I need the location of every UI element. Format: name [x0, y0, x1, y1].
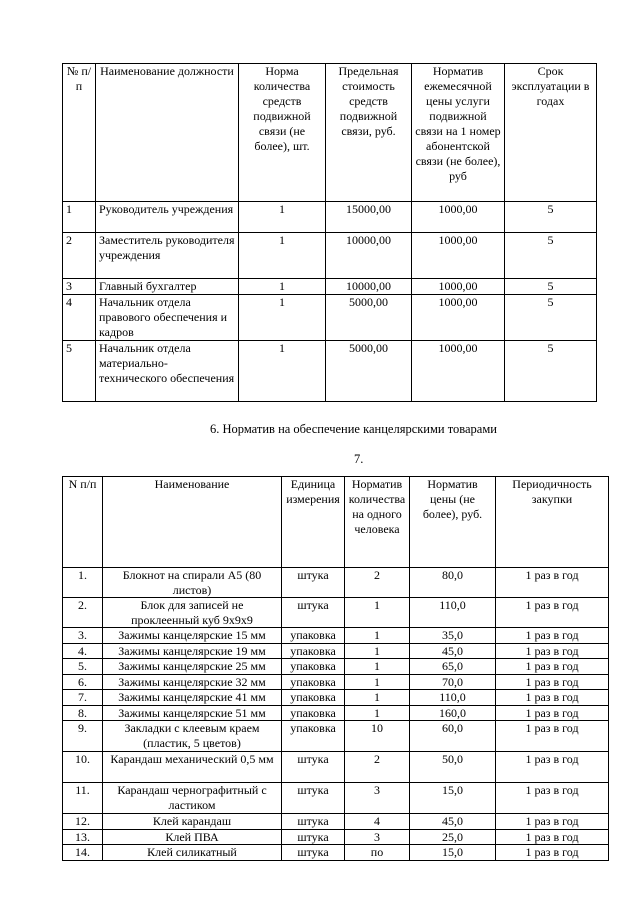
- header-num: N п/п: [63, 477, 103, 568]
- row-qty: 1: [345, 659, 410, 675]
- row-term: 5: [505, 279, 597, 295]
- row-price: 15,0: [410, 845, 496, 861]
- row-qty: 3: [345, 783, 410, 814]
- stationery-norms-table: [62, 476, 609, 861]
- row-period: 1 раз в год: [496, 752, 609, 783]
- row-price: 160,0: [410, 705, 496, 721]
- header-purchase-frequency: Периодичность закупки: [496, 477, 609, 568]
- row-period: 1 раз в год: [496, 705, 609, 721]
- row-price: 60,0: [410, 721, 496, 752]
- row-item-name: Зажимы канцелярские 32 мм: [103, 674, 282, 690]
- row-num: 10.: [63, 752, 103, 783]
- row-num: 4.: [63, 643, 103, 659]
- row-period: 1 раз в год: [496, 721, 609, 752]
- row-position: Заместитель руководителя учреждения: [96, 233, 239, 279]
- row-item-name: Блок для записей не проклеенный куб 9х9х9: [103, 598, 282, 628]
- row-position: Главный бухгалтер: [96, 279, 239, 295]
- row-num: 1.: [63, 568, 103, 598]
- table-row: [63, 752, 609, 783]
- row-cost: 10000,00: [326, 279, 412, 295]
- row-period: 1 раз в год: [496, 845, 609, 861]
- row-num: 14.: [63, 845, 103, 861]
- header-num: № п/п: [63, 64, 96, 202]
- row-term: 5: [505, 202, 597, 233]
- header-item-name: Наименование: [103, 477, 282, 568]
- header-position: Наименование должности: [96, 64, 239, 202]
- row-price: 15,0: [410, 783, 496, 814]
- row-period: 1 раз в год: [496, 674, 609, 690]
- row-qty: 1: [345, 674, 410, 690]
- row-unit: штука: [282, 829, 345, 845]
- row-period: 1 раз в год: [496, 598, 609, 628]
- table-row: [63, 233, 597, 279]
- row-price: 110,0: [410, 598, 496, 628]
- row-qty: 3: [345, 829, 410, 845]
- row-item-name: Зажимы канцелярские 41 мм: [103, 690, 282, 706]
- row-num: 5.: [63, 659, 103, 675]
- row-item-name: Зажимы канцелярские 15 мм: [103, 628, 282, 644]
- row-item-name: Клей силикатный: [103, 845, 282, 861]
- row-item-name: Зажимы канцелярские 19 мм: [103, 643, 282, 659]
- row-num: 12.: [63, 814, 103, 830]
- row-price: 25,0: [410, 829, 496, 845]
- row-price: 45,0: [410, 814, 496, 830]
- row-position: Начальник отдела правового обеспечения и кадров: [96, 295, 239, 341]
- row-num: 8.: [63, 705, 103, 721]
- row-period: 1 раз в год: [496, 783, 609, 814]
- row-num: 2.: [63, 598, 103, 628]
- row-term: 5: [505, 341, 597, 402]
- row-num: 3.: [63, 628, 103, 644]
- row-cost: 10000,00: [326, 233, 412, 279]
- table-row: [63, 674, 609, 690]
- row-qty: 1: [345, 628, 410, 644]
- table-row: [63, 845, 609, 861]
- table-row: [63, 659, 609, 675]
- row-item-name: Карандаш механический 0,5 мм: [103, 752, 282, 783]
- row-unit: упаковка: [282, 628, 345, 644]
- row-num: 11.: [63, 783, 103, 814]
- table-row: [63, 568, 609, 598]
- row-unit: упаковка: [282, 690, 345, 706]
- table-row: [63, 341, 597, 402]
- row-qty: 4: [345, 814, 410, 830]
- row-unit: штука: [282, 783, 345, 814]
- row-num: 13.: [63, 829, 103, 845]
- row-qty: 1: [345, 690, 410, 706]
- row-monthly: 1000,00: [412, 233, 505, 279]
- row-price: 80,0: [410, 568, 496, 598]
- row-unit: упаковка: [282, 659, 345, 675]
- section-title: 6. Норматив на обеспечение канцелярскими товарами: [210, 422, 497, 436]
- row-num: 9.: [63, 721, 103, 752]
- row-price: 65,0: [410, 659, 496, 675]
- row-unit: упаковка: [282, 721, 345, 752]
- table-row: [63, 690, 609, 706]
- header-qty-per-person: Норматив количества на одного человека: [345, 477, 410, 568]
- row-qty: 1: [345, 705, 410, 721]
- row-unit: штука: [282, 752, 345, 783]
- row-period: 1 раз в год: [496, 829, 609, 845]
- row-monthly: 1000,00: [412, 341, 505, 402]
- row-cost: 5000,00: [326, 341, 412, 402]
- row-item-name: Клей карандаш: [103, 814, 282, 830]
- row-unit: штука: [282, 568, 345, 598]
- table-row: [63, 721, 609, 752]
- row-cost: 5000,00: [326, 295, 412, 341]
- header-device-cost: Предельная стоимость средств подвижной связи, руб.: [326, 64, 412, 202]
- row-term: 5: [505, 295, 597, 341]
- row-unit: штука: [282, 814, 345, 830]
- row-num: 7.: [63, 690, 103, 706]
- table-row: [63, 202, 597, 233]
- row-qty: 10: [345, 721, 410, 752]
- table-row: [63, 628, 609, 644]
- row-item-name: Зажимы канцелярские 25 мм: [103, 659, 282, 675]
- row-qty: 2: [345, 752, 410, 783]
- row-qty: 1: [345, 598, 410, 628]
- row-unit: упаковка: [282, 674, 345, 690]
- row-item-name: Закладки с клеевым краем (пластик, 5 цветов): [103, 721, 282, 752]
- row-monthly: 1000,00: [412, 202, 505, 233]
- row-num: 3: [63, 279, 96, 295]
- row-unit: упаковка: [282, 705, 345, 721]
- row-item-name: Клей ПВА: [103, 829, 282, 845]
- row-num: 5: [63, 341, 96, 402]
- row-cost: 15000,00: [326, 202, 412, 233]
- table-header-row: [63, 64, 597, 202]
- table-row: [63, 295, 597, 341]
- row-item-name: Блокнот на спирали А5 (80 листов): [103, 568, 282, 598]
- row-qty: 1: [239, 279, 326, 295]
- header-service-term: Срок эксплуатации в годах: [505, 64, 597, 202]
- row-term: 5: [505, 233, 597, 279]
- row-item-name: Зажимы канцелярские 51 мм: [103, 705, 282, 721]
- row-num: 4: [63, 295, 96, 341]
- row-unit: штука: [282, 845, 345, 861]
- table-header-row: [63, 477, 609, 568]
- row-price: 110,0: [410, 690, 496, 706]
- header-price-limit: Норматив цены (не более), руб.: [410, 477, 496, 568]
- row-period: 1 раз в год: [496, 643, 609, 659]
- row-period: 1 раз в год: [496, 628, 609, 644]
- table-row: [63, 279, 597, 295]
- row-monthly: 1000,00: [412, 279, 505, 295]
- row-qty: 1: [239, 202, 326, 233]
- row-qty: 1: [239, 233, 326, 279]
- row-monthly: 1000,00: [412, 295, 505, 341]
- section-number: 7.: [354, 452, 364, 466]
- table-row: [63, 643, 609, 659]
- table-row: [63, 598, 609, 628]
- mobile-communication-norms-table: [62, 63, 597, 402]
- row-qty: 2: [345, 568, 410, 598]
- row-unit: штука: [282, 598, 345, 628]
- row-qty: 1: [239, 295, 326, 341]
- header-device-qty: Норма количества средств подвижной связи (не более), шт.: [239, 64, 326, 202]
- row-period: 1 раз в год: [496, 690, 609, 706]
- table-row: [63, 783, 609, 814]
- row-qty: 1: [239, 341, 326, 402]
- row-qty: 1: [345, 643, 410, 659]
- header-monthly-price: Норматив ежемесячной цены услуги подвижной связи на 1 номер абонентской связи (не более), руб: [412, 64, 505, 202]
- row-price: 45,0: [410, 643, 496, 659]
- row-period: 1 раз в год: [496, 568, 609, 598]
- row-item-name: Карандаш чернографитный с ластиком: [103, 783, 282, 814]
- table-row: [63, 705, 609, 721]
- row-price: 50,0: [410, 752, 496, 783]
- row-position: Руководитель учреждения: [96, 202, 239, 233]
- header-unit: Единица измерения: [282, 477, 345, 568]
- row-period: 1 раз в год: [496, 814, 609, 830]
- row-num: 2: [63, 233, 96, 279]
- row-num: 6.: [63, 674, 103, 690]
- row-period: 1 раз в год: [496, 659, 609, 675]
- row-price: 70,0: [410, 674, 496, 690]
- row-unit: упаковка: [282, 643, 345, 659]
- table-row: [63, 829, 609, 845]
- row-qty: по: [345, 845, 410, 861]
- row-price: 35,0: [410, 628, 496, 644]
- row-num: 1: [63, 202, 96, 233]
- table-row: [63, 814, 609, 830]
- row-position: Начальник отдела материально-технического обеспечения: [96, 341, 239, 402]
